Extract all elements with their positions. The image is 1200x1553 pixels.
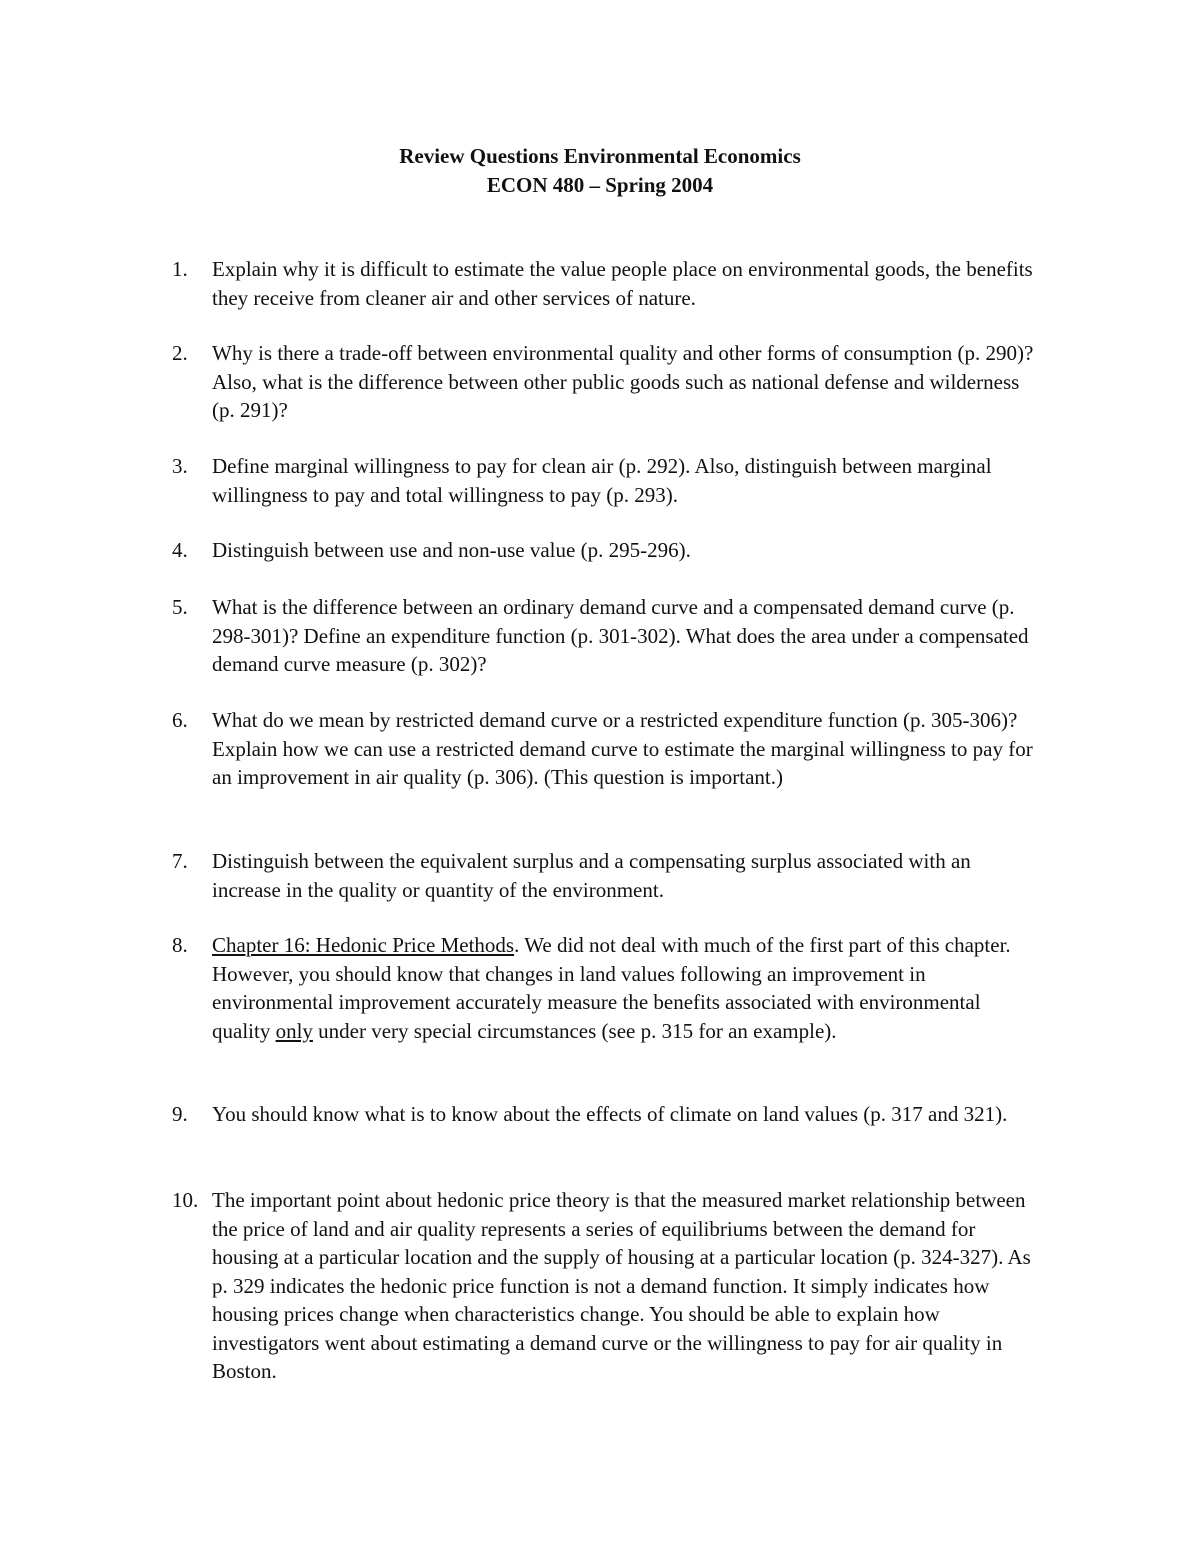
question-number: 2. — [172, 341, 188, 365]
question-number: 7. — [172, 849, 188, 873]
question-item — [172, 452, 1042, 509]
question-text: Why is there a trade-off between environmental quality and other forms of consumption (p. 290)? Also, what is the difference between other public goods such as national defense and wilderness (p. 291)? — [212, 341, 1034, 422]
chapter-heading-underlined: Chapter 16: Hedonic Price Methods — [212, 933, 515, 957]
course-subtitle: ECON 480 – Spring 2004 — [486, 173, 714, 197]
question-text — [212, 931, 1042, 1045]
question-text-part: under very special circumstances (see p. 315 for an example). — [312, 1018, 837, 1043]
question-item — [172, 536, 1042, 565]
question-number: 5. — [172, 595, 188, 619]
question-text: Explain why it is difficult to estimate the value people place on environmental goods, the benefits they receive from cleaner air and other services of nature. — [212, 257, 1033, 310]
question-text: Define marginal willingness to pay for clean air (p. 292). Also, distinguish between marginal willingness to pay and total willingness to pay (p. 293). — [212, 454, 992, 507]
emphasized-word: only — [275, 1018, 313, 1043]
question-item — [172, 1186, 1042, 1386]
question-text: What do we mean by restricted demand curve or a restricted expenditure function (p. 305-306)? Explain how we can use a restricted demand curve to estimate the marginal willingness to pay for an improvement in air quality (p. 306). (This question is important.) — [212, 708, 1033, 789]
question-number: 8. — [172, 933, 188, 957]
question-number: 9. — [172, 1102, 188, 1126]
question-item — [172, 593, 1042, 679]
question-text: The important point about hedonic price theory is that the measured market relationship between the price of land and air quality represents a series of equilibriums between the demand for housing at a particular location and the supply of housing at a particular location (p. 324-327). As p. 329 indicates the hedonic price function is not a demand function. It simply indicates how housing prices change when characteristics change. You should be able to explain how investigators went about estimating a demand curve or the willingness to pay for air quality in Boston. — [212, 1188, 1031, 1383]
question-number: 1. — [172, 257, 188, 281]
question-item — [172, 339, 1042, 425]
question-text: You should know what is to know about the effects of climate on land values (p. 317 and 321). — [212, 1102, 1008, 1126]
question-text: What is the difference between an ordinary demand curve and a compensated demand curve (p. 298-301)? Define an expenditure function (p. 301-302). What does the area under a compensated demand curve measure (p. 302)? — [212, 595, 1029, 676]
question-item — [172, 255, 1042, 312]
question-number: 3. — [172, 454, 188, 478]
question-text: Distinguish between use and non-use value (p. 295-296). — [212, 538, 691, 562]
question-item — [172, 706, 1042, 792]
question-item — [172, 847, 1042, 904]
document-title: Review Questions Environmental Economics — [399, 144, 801, 168]
question-item — [172, 1100, 1042, 1129]
question-text: Distinguish between the equivalent surplus and a compensating surplus associated with an increase in the quality or quantity of the environment. — [212, 849, 971, 902]
question-number: 6. — [172, 708, 188, 732]
question-item — [172, 931, 1042, 1045]
question-number: 4. — [172, 538, 188, 562]
question-text-part: . We did not deal with much of the first part of this chapter. However, you should know that changes in land values following an improvement in environmental improvement accurately measure the benefits associated with environmental quality — [212, 933, 1011, 1043]
question-number: 10. — [172, 1188, 199, 1212]
